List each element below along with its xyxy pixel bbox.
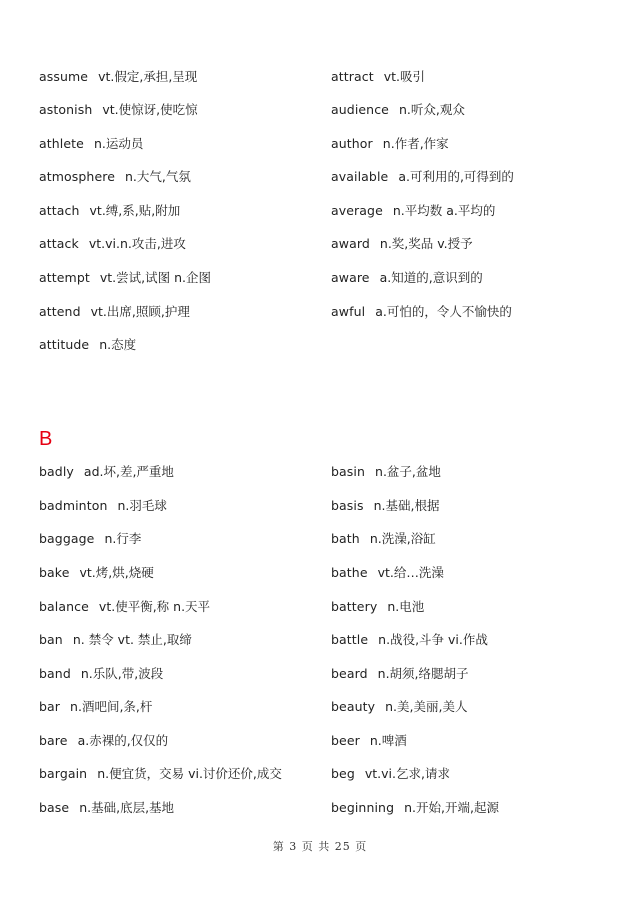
vocab-word: badly: [39, 464, 74, 479]
vocab-word: attend: [39, 304, 81, 319]
vocab-word: awful: [331, 304, 366, 319]
section-heading-b: B: [39, 428, 53, 450]
vocab-entry: [39, 598, 210, 616]
vocab-definition: vt.尝试,试图 n.企图: [99, 270, 211, 285]
vocab-definition: ad.坏,差,严重地: [83, 464, 174, 479]
vocab-entry: [331, 665, 469, 683]
vocab-definition: n.基础,底层,基地: [79, 800, 175, 815]
vocab-entry: [331, 698, 467, 716]
vocab-definition: a.可怕的，令人不愉快的: [375, 304, 512, 319]
vocab-entry: [331, 631, 488, 649]
vocab-entry: [39, 799, 174, 817]
vocab-definition: vt.使惊讶,使吃惊: [102, 102, 198, 117]
vocab-entry: [331, 101, 465, 119]
vocab-word: balance: [39, 599, 89, 614]
vocab-definition: n.平均数 a.平均的: [392, 203, 496, 218]
vocab-entry: [331, 463, 441, 481]
vocab-entry: [39, 564, 154, 582]
vocab-entry: [331, 598, 424, 616]
vocab-definition: n.行李: [104, 531, 142, 546]
vocab-entry: [39, 732, 168, 750]
vocab-definition: vt.假定,承担,呈现: [98, 69, 198, 84]
vocab-definition: n.奖,奖品 v.授予: [379, 236, 473, 251]
vocab-word: available: [331, 169, 389, 184]
vocab-word: attack: [39, 236, 79, 251]
vocab-entry: [39, 631, 192, 649]
vocab-entry: [39, 101, 198, 119]
vocab-entry: [39, 698, 152, 716]
vocab-word: beauty: [331, 699, 376, 714]
vocab-entry: [39, 68, 197, 86]
vocab-definition: vt.vi.n.攻击,进攻: [88, 236, 186, 251]
vocab-word: attempt: [39, 270, 90, 285]
vocab-entry: [331, 135, 449, 153]
vocab-word: audience: [331, 102, 389, 117]
vocab-definition: n.便宜货，交易 vi.讨价还价,成交: [97, 766, 282, 781]
vocab-word: atmosphere: [39, 169, 115, 184]
vocab-definition: n.盆子,盆地: [375, 464, 441, 479]
vocab-entry: [331, 799, 499, 817]
vocab-definition: n.羽毛球: [117, 498, 167, 513]
vocab-entry: [331, 269, 483, 287]
vocab-entry: [39, 336, 136, 354]
vocab-entry: [331, 497, 439, 515]
vocab-entry: [39, 168, 191, 186]
vocab-entry: [331, 168, 514, 186]
vocab-word: bargain: [39, 766, 88, 781]
vocab-entry: [331, 765, 450, 783]
vocab-definition: a.可利用的,可得到的: [398, 169, 514, 184]
vocab-definition: n.大气,气氛: [125, 169, 191, 184]
vocab-entry: [39, 135, 143, 153]
vocab-word: astonish: [39, 102, 93, 117]
vocab-word: basin: [331, 464, 366, 479]
vocab-definition: a.赤裸的,仅仅的: [77, 733, 169, 748]
vocab-entry: [331, 732, 407, 750]
vocab-word: author: [331, 136, 373, 151]
vocab-word: beard: [331, 666, 368, 681]
vocab-word: ban: [39, 632, 63, 647]
vocab-definition: n.乐队,带,波段: [80, 666, 164, 681]
vocab-word: attitude: [39, 337, 90, 352]
vocab-entry: [39, 665, 163, 683]
vocab-word: athlete: [39, 136, 84, 151]
vocab-definition: vt.烤,烘,烧硬: [79, 565, 154, 580]
vocab-word: beginning: [331, 800, 395, 815]
vocab-entry: [39, 202, 180, 220]
vocab-word: bake: [39, 565, 70, 580]
vocab-word: aware: [331, 270, 370, 285]
vocab-word: assume: [39, 69, 89, 84]
vocab-definition: n.听众,观众: [398, 102, 465, 117]
vocab-entry: [39, 235, 186, 253]
vocab-word: beer: [331, 733, 360, 748]
vocab-word: battle: [331, 632, 369, 647]
vocab-entry: [39, 497, 167, 515]
vocab-definition: vt.吸引: [383, 69, 426, 84]
vocab-definition: n.电池: [387, 599, 425, 614]
vocab-entry: [331, 235, 473, 253]
vocab-definition: a.知道的,意识到的: [379, 270, 483, 285]
vocab-entry: [39, 765, 282, 783]
vocab-word: bar: [39, 699, 61, 714]
vocab-entry: [331, 68, 425, 86]
vocab-word: attract: [331, 69, 374, 84]
vocab-definition: vt.vi.乞求,请求: [364, 766, 450, 781]
vocab-word: beg: [331, 766, 355, 781]
vocab-entry: [39, 269, 211, 287]
page-number-footer: 第 3 页 共 25 页: [272, 840, 368, 853]
vocab-definition: vt.出席,照顾,护理: [90, 304, 190, 319]
vocab-definition: n.作者,作家: [382, 136, 449, 151]
vocab-entry: [331, 564, 444, 582]
vocab-definition: n.胡须,络腮胡子: [377, 666, 469, 681]
vocab-entry: [331, 530, 436, 548]
vocab-word: attach: [39, 203, 80, 218]
vocab-entry: [331, 303, 512, 321]
vocab-definition: n. 禁令 vt. 禁止,取缔: [72, 632, 192, 647]
vocab-entry: [39, 530, 141, 548]
vocab-word: band: [39, 666, 71, 681]
vocab-definition: n.酒吧间,条,杆: [70, 699, 153, 714]
vocab-definition: vt.缚,系,贴,附加: [89, 203, 181, 218]
vocab-definition: n.开始,开端,起源: [404, 800, 499, 815]
vocab-word: bath: [331, 531, 360, 546]
vocab-word: badminton: [39, 498, 108, 513]
vocab-definition: n.运动员: [93, 136, 144, 151]
vocab-entry: [331, 202, 495, 220]
vocab-definition: n.啤酒: [369, 733, 407, 748]
vocab-definition: n.基础,根据: [373, 498, 440, 513]
vocab-word: basis: [331, 498, 364, 513]
vocab-word: baggage: [39, 531, 95, 546]
vocab-definition: n.战役,斗争 vi.作战: [378, 632, 488, 647]
vocab-word: bathe: [331, 565, 368, 580]
vocab-word: award: [331, 236, 370, 251]
vocab-word: base: [39, 800, 70, 815]
vocab-definition: vt.给…洗澡: [377, 565, 444, 580]
vocab-definition: n.态度: [99, 337, 137, 352]
vocab-word: average: [331, 203, 383, 218]
vocab-definition: vt.使平衡,称 n.天平: [98, 599, 211, 614]
vocab-entry: [39, 303, 190, 321]
vocab-definition: n.洗澡,浴缸: [369, 531, 436, 546]
vocab-word: battery: [331, 599, 378, 614]
vocab-definition: n.美,美丽,美人: [385, 699, 468, 714]
vocab-entry: [39, 463, 174, 481]
vocab-word: bare: [39, 733, 68, 748]
